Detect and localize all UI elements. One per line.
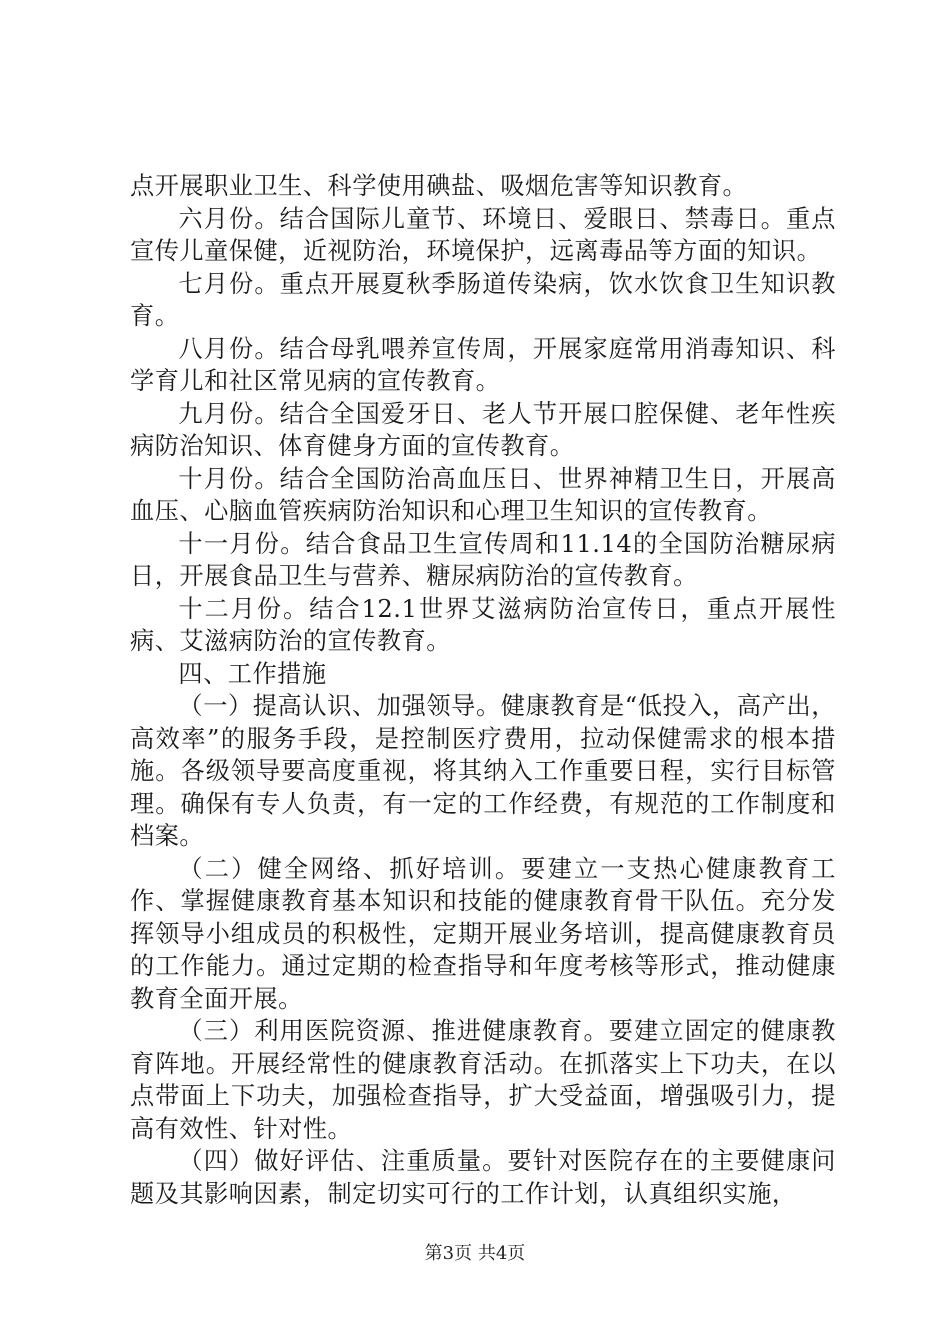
paragraph: 点开展职业卫生、科学使用碘盐、吸烟危害等知识教育。: [130, 172, 748, 200]
paragraph: 九月份。结合全国爱牙日、老人节开展口腔保健、老年性疾病防治知识、体育健身方面的宣传教育。: [130, 399, 836, 460]
paragraph: （四）做好评估、注重质量。要针对医院存在的主要健康问题及其影响因素，制定切实可行的工作计划，认真组织实施，: [130, 1147, 836, 1208]
paragraph: （二）健全网络、抓好培训。要建立一支热心健康教育工作、掌握健康教育基本知识和技能的健康教育骨干队伍。充分发挥领导小组成员的积极性，定期开展业务培训，提高健康教育员的工作能力。通过定期的检查指导和年度考核等形式，推动健康教育全面开展。: [130, 854, 836, 1013]
paragraph: （三）利用医院资源、推进健康教育。要建立固定的健康教育阵地。开展经常性的健康教育活动。在抓落实上下功夫，在以点带面上下功夫，加强检查指导，扩大受益面，增强吸引力，提高有效性、针对性。: [130, 1017, 836, 1143]
paragraph: 六月份。结合国际儿童节、环境日、爱眼日、禁毒日。重点宣传儿童保健，近视防治，环境保护，远离毒品等方面的知识。: [130, 204, 836, 265]
section-heading: 四、工作措施: [178, 659, 327, 688]
paragraph: 十一月份。结合食品卫生宣传周和11.14的全国防治糖尿病日，开展食品卫生与营养、糖尿病防治的宣传教育。: [130, 529, 836, 590]
paragraph: （一）提高认识、加强领导。健康教育是“低投入，高产出，高效率”的服务手段，是控制医疗费用，拉动保健需求的根本措施。各级领导要高度重视，将其纳入工作重要日程，实行目标管理。确保有专人负责，有一定的工作经费，有规范的工作制度和档案。: [130, 692, 836, 850]
paragraph: 七月份。重点开展夏秋季肠道传染病，饮水饮食卫生知识教育。: [130, 269, 836, 330]
page-number-label: 第3页 共4页: [424, 1243, 526, 1264]
page-footer: [0, 1243, 950, 1265]
paragraph: 十月份。结合全国防治高血压日、世界神精卫生日，开展高血压、心脑血管疾病防治知识和心理卫生知识的宣传教育。: [130, 464, 836, 525]
paragraph: 十二月份。结合12.1世界艾滋病防治宣传日，重点开展性病、艾滋病防治的宣传教育。: [130, 594, 836, 655]
paragraph: 八月份。结合母乳喂养宣传周，开展家庭常用消毒知识、科学育儿和社区常见病的宣传教育。: [130, 334, 836, 395]
document-body: [130, 170, 836, 1210]
